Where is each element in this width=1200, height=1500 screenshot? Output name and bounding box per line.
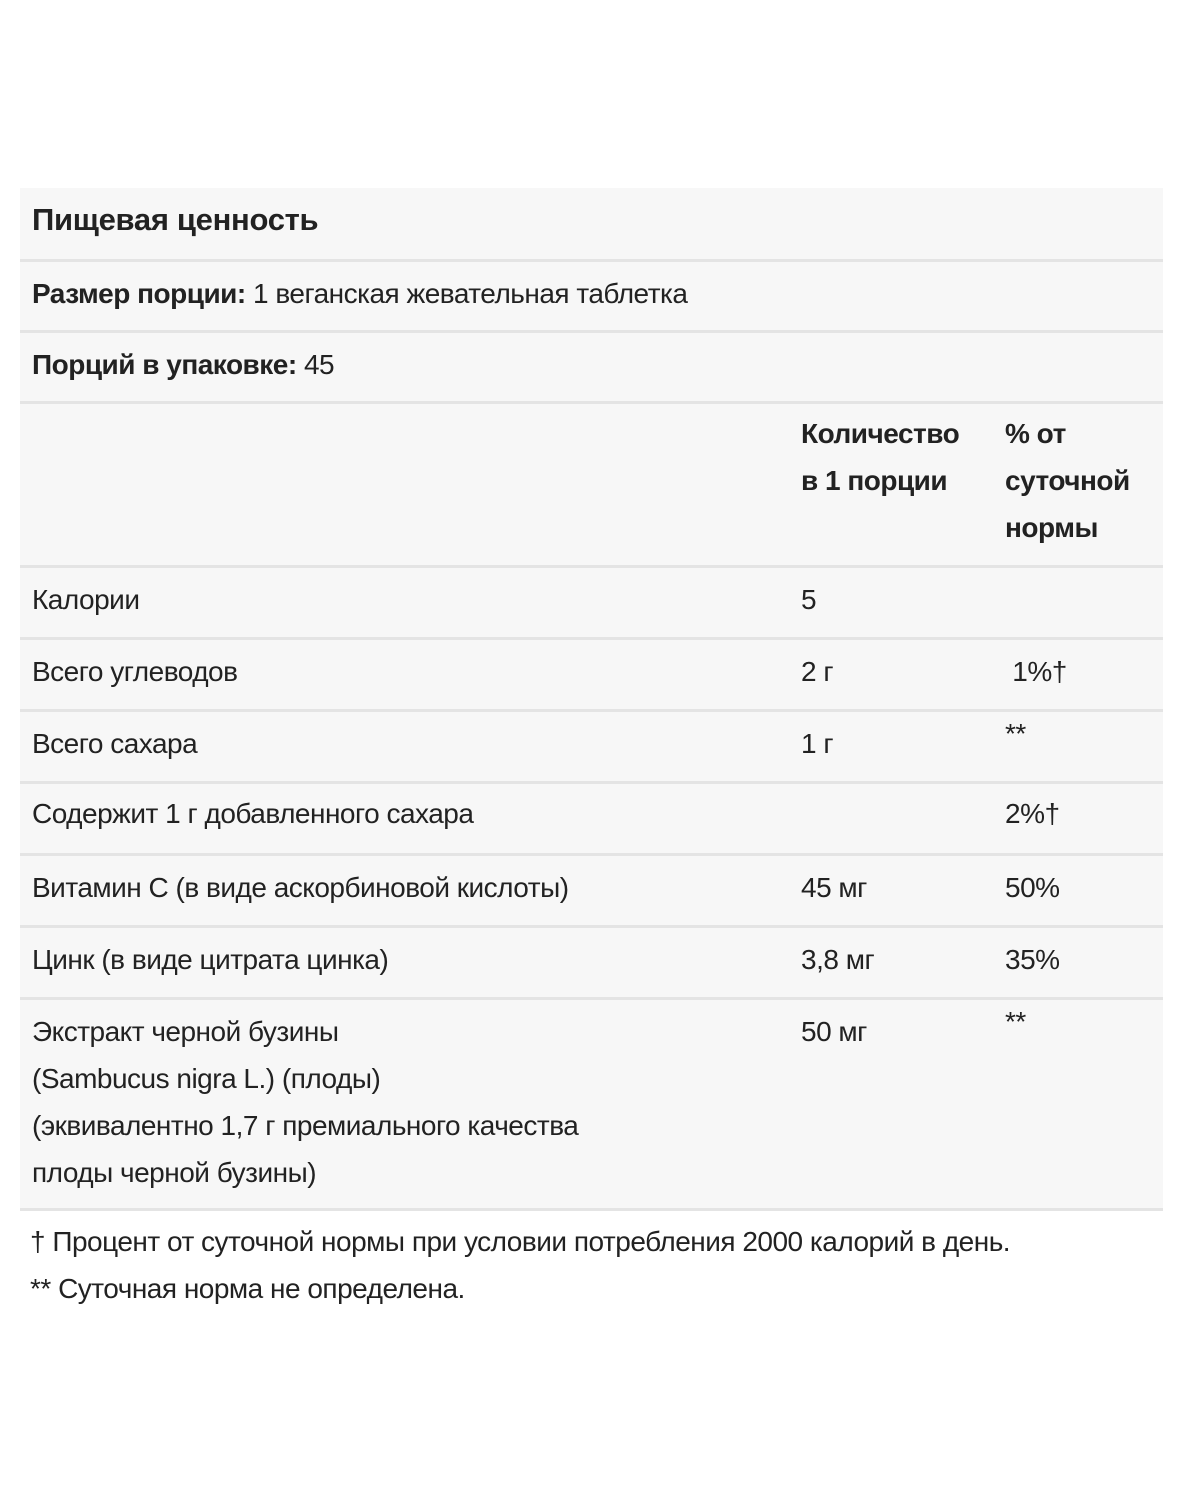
nutrient-amount: 50 мг [801,1016,867,1047]
table-row [20,784,1163,856]
table-row [20,640,1163,712]
nutrient-name: Содержит 1 г добавленного сахара [32,798,474,829]
servings-per-container-value: 45 [296,349,335,380]
nutrient-name: Экстракт черной бузины (Sambucus nigra L.) (плоды) (эквивалентно 1,7 г премиального качества плоды черной бузины) [32,1016,579,1188]
daily-value-column-header: % от суточной нормы [1005,418,1130,543]
table-row [20,856,1163,928]
footnotes [30,1218,1010,1312]
table-row [20,712,1163,784]
nutrient-daily-value: 1%† [1005,656,1067,687]
footnote-dagger: † Процент от суточной нормы при условии потребления 2000 калорий в день. [30,1226,1011,1257]
nutrient-daily-value: 2%† [1005,798,1060,829]
servings-per-container-row [20,333,1163,404]
nutrition-facts-table [20,188,1163,1211]
footnote-double-star: ** Суточная норма не определена. [30,1273,465,1304]
nutrient-amount: 45 мг [801,872,867,903]
serving-size-label: Размер порции: [32,278,246,309]
column-header-row [20,404,1163,568]
title-row [20,188,1163,262]
nutrient-amount: 5 [801,584,817,615]
nutrient-name: Цинк (в виде цитрата цинка) [32,944,389,975]
table-row [20,1000,1163,1211]
nutrient-name: Всего углеводов [32,656,238,687]
nutrient-amount: 2 г [801,656,834,687]
nutrient-daily-value: ** [1005,1006,1026,1037]
nutrient-name: Калории [32,584,140,615]
nutrient-daily-value: 50% [1005,872,1060,903]
servings-per-container-label: Порций в упаковке: [32,349,297,380]
nutrient-amount: 1 г [801,728,834,759]
nutrient-daily-value: ** [1005,718,1026,749]
table-row [20,928,1163,1000]
nutrient-name: Витамин C (в виде аскорбиновой кислоты) [32,872,569,903]
amount-column-header: Количество в 1 порции [801,418,960,496]
nutrient-name: Всего сахара [32,728,198,759]
serving-size-value: 1 веганская жевательная таблетка [245,278,688,309]
nutrient-daily-value: 35% [1005,944,1060,975]
serving-size-row [20,262,1163,333]
table-title: Пищевая ценность [32,202,319,237]
nutrient-amount: 3,8 мг [801,944,875,975]
table-row [20,568,1163,640]
